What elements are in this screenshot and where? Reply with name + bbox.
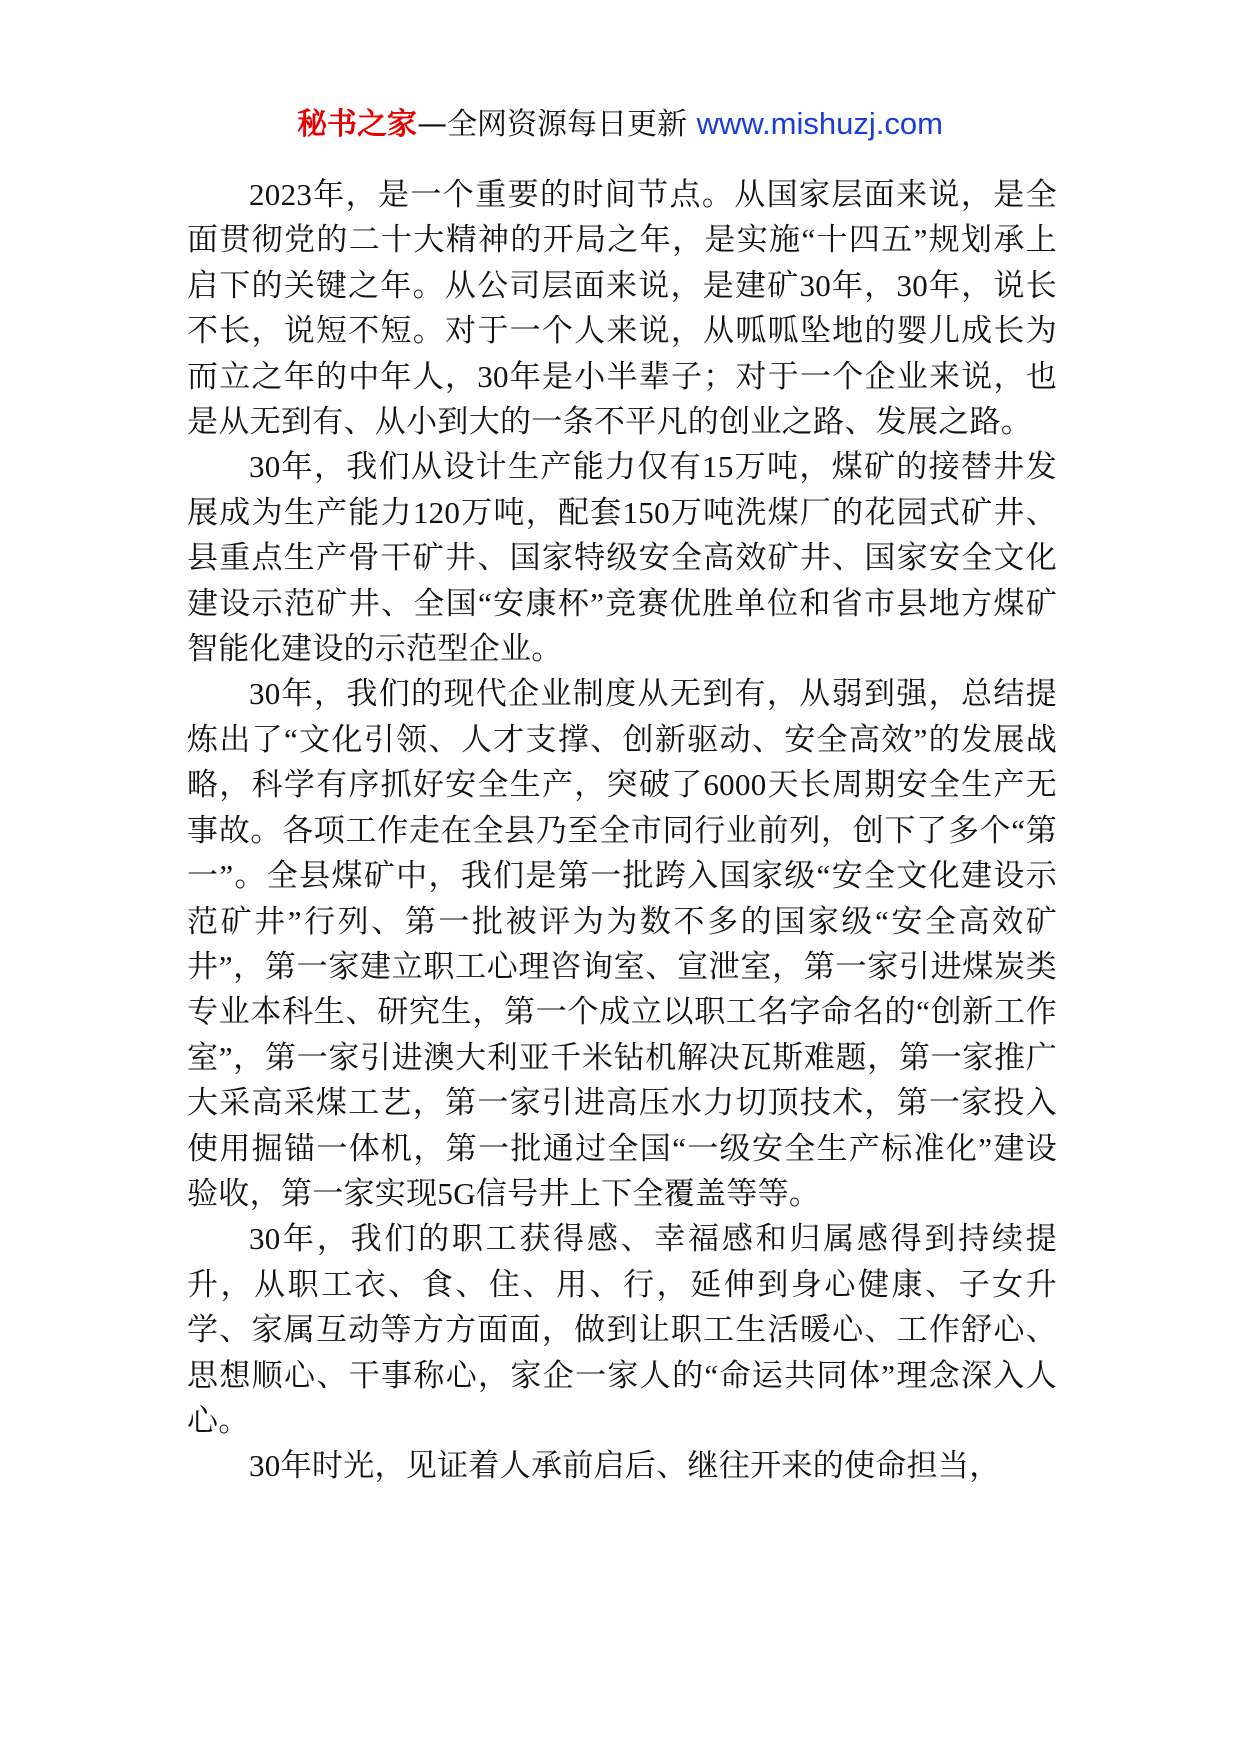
paragraph: 2023年，是一个重要的时间节点。从国家层面来说，是全面贯彻党的二十大精神的开局之年，是实施“十四五”规划承上启下的关键之年。从公司层面来说，是建矿30年，30年，说长不长，说短不短。对于一个人来说，从呱呱坠地的婴儿成长为而立之年的中年人，30年是小半辈子；对于一个企业来说，也是从无到有、从小到大的一条不平凡的创业之路、发展之路。 xyxy=(187,177,1057,440)
paragraph: 30年时光，见证着人承前启后、继往开来的使命担当， xyxy=(249,1448,1001,1484)
page-header xyxy=(0,100,1240,149)
website-url: www.mishuzj.com xyxy=(696,106,943,141)
header-tagline: —全网资源每日更新 xyxy=(417,107,688,142)
paragraph: 30年，我们的现代企业制度从无到有，从弱到强，总结提炼出了“文化引领、人才支撑、创新驱动、安全高效”的发展战略，科学有序抓好安全生产，突破了6000天长周期安全生产无事故。各项工作走在全县乃至全市同行业前列，创下了多个“第一”。全县煤矿中，我们是第一批跨入国家级“安全文化建设示范矿井”行列、第一批被评为为数不多的国家级“安全高效矿井”，第一家建立职工心理咨询室、宣泄室，第一家引进煤炭类专业本科生、研究生，第一个成立以职工名字命名的“创新工作室”，第一家引进澳大利亚千米钻机解决瓦斯难题，第一家推广大采高采煤工艺，第一家引进高压水力切顶技术，第一家投入使用掘锚一体机，第一批通过全国“一级安全生产标准化”建设验收，第一家实现5G信号井上下全覆盖等等。 xyxy=(187,676,1057,1211)
document-body xyxy=(187,172,1057,1489)
paragraph: 30年，我们的职工获得感、幸福感和归属感得到持续提升，从职工衣、食、住、用、行，延伸到身心健康、子女升学、家属互动等方方面面，做到让职工生活暖心、工作舒心、思想顺心、干事称心，家企一家人的“命运共同体”理念深入人心。 xyxy=(187,1221,1057,1438)
brand-name: 秘书之家 xyxy=(297,107,418,142)
paragraph: 30年，我们从设计生产能力仅有15万吨，煤矿的接替井发展成为生产能力120万吨，配套150万吨洗煤厂的花园式矿井、县重点生产骨干矿井、国家特级安全高效矿井、国家安全文化建设示范矿井、全国“安康杯”竞赛优胜单位和省市县地方煤矿智能化建设的示范型企业。 xyxy=(187,449,1057,667)
